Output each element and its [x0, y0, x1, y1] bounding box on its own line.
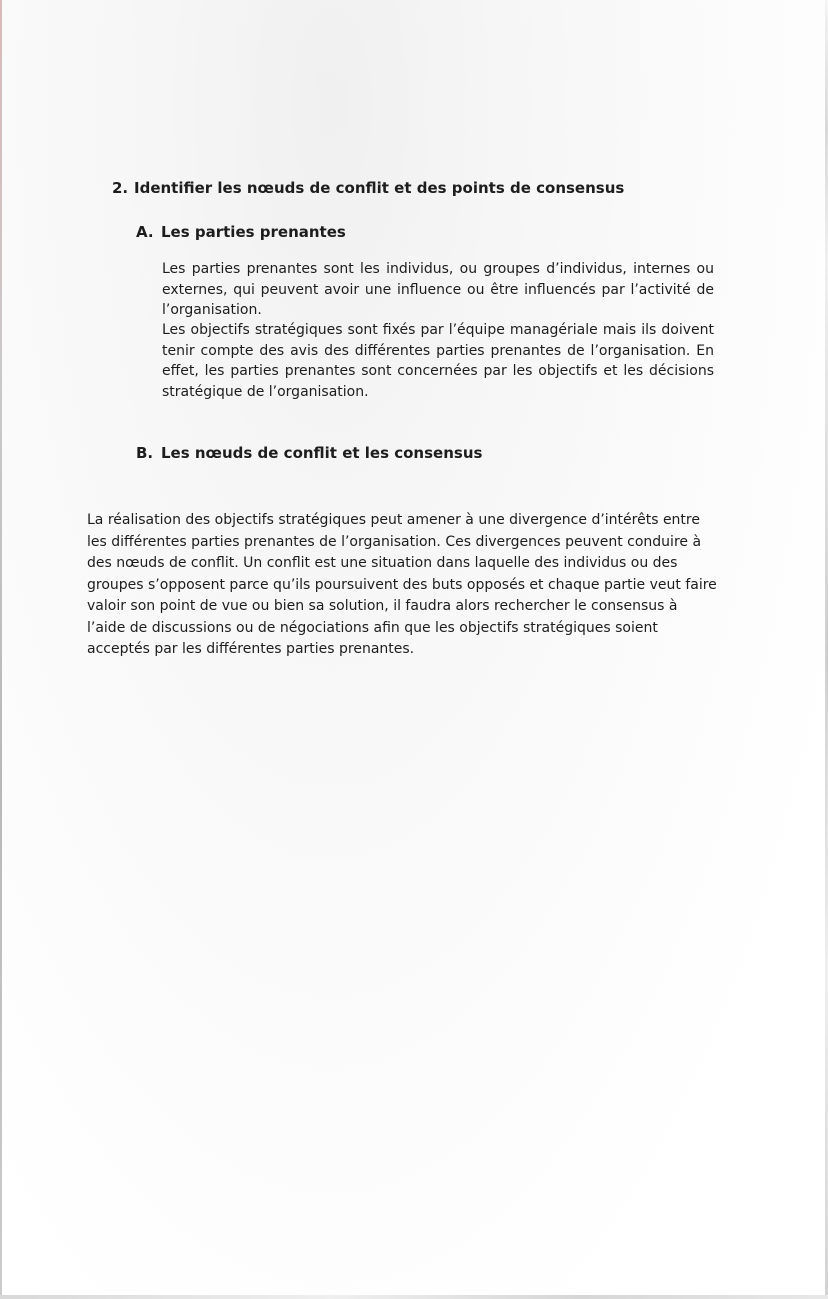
subsection-a-heading	[136, 221, 346, 243]
subsection-a-letter: A.	[136, 223, 154, 241]
page-edge-bottom	[0, 1295, 828, 1299]
section-heading	[112, 177, 712, 199]
subsection-a-title: Les parties prenantes	[161, 223, 346, 241]
section-number: 2.	[112, 179, 129, 197]
subsection-b-title: Les nœuds de conflit et les consensus	[161, 444, 483, 462]
subsection-a-paragraph-1: Les parties prenantes sont les individus, ou groupes d’individus, internes ou externes, qui peuvent avoir une influence ou être influencés par l’activité de l’organisation.	[162, 261, 714, 318]
subsection-b-heading	[136, 442, 482, 464]
section-title: Identifier les nœuds de conflit et des points de consensus	[134, 179, 625, 197]
subsection-b-paragraph-1: La réalisation des objectifs stratégiques peut amener à une divergence d’intérêts entre les différentes parties prenantes de l’organisation. Ces divergences peuvent conduire à des nœuds de conflit. Un conflit est une situation dans laquelle des individus ou des groupes s’opposent parce qu’ils poursuivent des buts opposés et chaque partie veut faire valoir son point de vue ou bien sa solution, il faudra alors rechercher le consensus à l’aide de discussions ou de négociations afin que les objectifs stratégiques soient acceptés par les différentes parties prenantes.	[87, 512, 717, 657]
subsection-a-paragraph-2: Les objectifs stratégiques sont fixés par l’équipe managériale mais ils doivent tenir compte des avis des différentes parties prenantes de l’organisation. En effet, les parties prenantes sont concernées par les objectifs et les décisions stratégique de l’organisation.	[162, 322, 714, 400]
subsection-b-letter: B.	[136, 444, 154, 462]
page-edge-left	[0, 0, 2, 1299]
